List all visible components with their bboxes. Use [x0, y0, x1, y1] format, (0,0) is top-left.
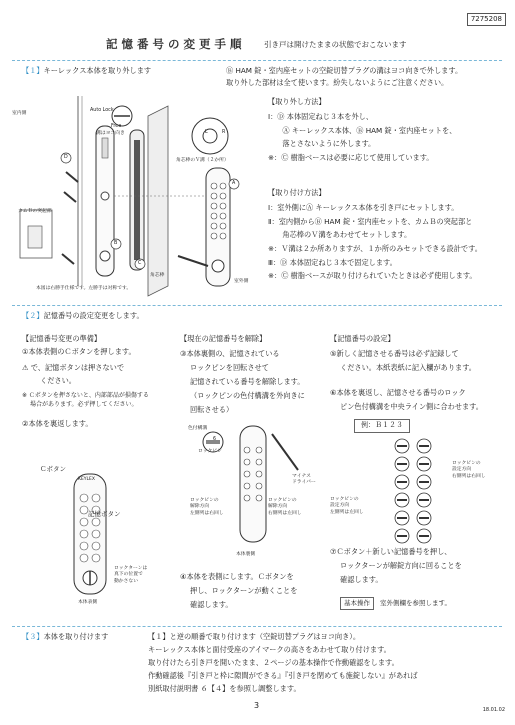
setting-step-5b: ください。本紙表紙に記入欄があります。	[340, 363, 476, 372]
install-method-steps: Ⅰ：室外側にⒶ キーレックス本体を引き戸にセットします。 Ⅱ：室内側からⒷ HAM 錠・室内座セットを、カムＢの突起部と 角芯棒のＶ溝をあわせてセットします。 ※：Ｖ溝は２か所ありますが、１か所のみセットできる設計です。 Ⅲ：Ⓓ 本体固定ねじ３本で固定します。 ※：Ⓒ 樹脂ベースが取り付けられていたときは必ず使用します。	[268, 203, 482, 281]
label-letter-a: A	[232, 181, 236, 186]
example-number-box: 例：Ｂ１２３	[354, 419, 410, 433]
prep-title: 【記憶番号変更の準備】	[22, 334, 102, 343]
body-brand: KEYLEX	[78, 477, 95, 482]
release-step-3c: 記憶されている番号を解除します。	[190, 377, 305, 386]
figure-note-right-hand: 本図は右勝手仕様です。左勝手は対称です。	[36, 286, 132, 291]
section-1-intro-1: Ⓑ HAM 錠・室内座セットの空錠切替プラグの溝はヨコ向きで外します。	[226, 66, 463, 75]
prep-caution-cont: ください。	[40, 376, 76, 385]
label-lock-turn: ロックターンは 真下の位置で 動かさない	[114, 566, 148, 584]
setting-title: 【記憶番号の設定】	[330, 334, 395, 343]
release-step-4b: 押し、ロックターンが動くことを	[190, 586, 298, 595]
divider-2	[12, 626, 502, 627]
label-free: Free	[111, 124, 122, 129]
label-letter-b: B	[114, 241, 118, 246]
label-c-button: Ｃボタン	[40, 465, 66, 473]
label-letter-c: C	[138, 261, 142, 266]
setting-step-6: ⑥本体を裏返し、記憶させる番号のロック	[330, 388, 466, 397]
section-3-body: 【１】と逆の順番で取り付けます（空錠切替プラグはヨコ向き）。 キーレックス本体と面付受座のアイマークの高さをあわせて取り付けます。 取り付けたら引き戸を開いたまま、２ページの基本操作で作動確認をします。 作動確認後『引き戸と枠に隙間ができる』『引き戸を閉めても施錠しない』があれば 別紙取付説明書 ６【４】を参照し調整します。	[148, 632, 418, 693]
remove-method-steps: Ⅰ：Ⓓ 本体固定ねじ３本を外し、 Ⓐ キーレックス本体、Ⓑ HAM 錠・室内座セットを、 落とさないように外します。 ※：Ⓒ 樹脂ベースは必要に応じて使用しています。	[268, 112, 457, 163]
footer-date: 18.01.02	[482, 707, 505, 713]
page-subtitle: 引き戸は開けたままの状態でおこないます	[264, 40, 407, 49]
section-1-intro-2: 取り外した部材は全て使います。紛失しないようにご注意ください。	[226, 78, 449, 87]
label-auto-lock: Auto Lock	[90, 108, 114, 113]
release-step-3e: 回転させる）	[190, 405, 234, 414]
release-step-3: ③本体裏側の、記憶されている	[180, 349, 280, 358]
install-method-title: 【取り付け方法】	[268, 188, 326, 197]
label-set-right: ロックピンの 設定方向 右側列は右回し	[452, 461, 486, 479]
divider-top	[12, 60, 502, 61]
label-l: L	[205, 130, 208, 135]
back-body-figure	[180, 420, 340, 550]
prep-step-2: ②本体を裏返します。	[22, 419, 93, 428]
label-groove-horizontal: 溝はヨコ向き	[96, 131, 125, 136]
release-step-4: ④本体を表側にします。Ｃボタンを	[180, 572, 294, 581]
label-colored-groove: 色付構溝	[188, 426, 208, 431]
label-pin-number: 6	[213, 437, 217, 442]
front-body-figure	[60, 470, 120, 598]
label-release-left: ロックピンの 解除方向 左側列は右回し	[190, 498, 224, 516]
prep-note-2: 場合があります。必ず押してください。	[30, 401, 138, 408]
section-1-heading: 【１】キーレックス本体を取り外します	[22, 66, 152, 75]
label-square-shaft: 角芯棒	[150, 273, 165, 278]
document-number: 7275208	[467, 13, 506, 26]
section-3-heading: 【３】本体を取り付けます	[22, 632, 109, 641]
label-lock-pin: ロックピン	[198, 449, 222, 454]
setting-step-7b: ロックターンが解錠方向に回ることを	[340, 561, 462, 570]
label-memory-button: 記憶ボタン	[88, 510, 121, 518]
section-1-diagram	[18, 86, 266, 298]
remove-method-title: 【取り外し方法】	[268, 97, 326, 106]
prep-step-1: ①本体表側のＣボタンを押します。	[22, 347, 136, 356]
setting-step-6b: ピン色付構溝を中央ライン側に合わせます。	[340, 402, 483, 411]
label-release-right: ロックピンの 解除方向 右側列は左回し	[268, 498, 302, 516]
label-v-groove: 角芯棒のＶ溝（２か所）	[176, 158, 229, 163]
release-title: 【現在の記憶番号を解除】	[180, 334, 267, 343]
label-screwdriver: マイナス ドライバー	[292, 474, 316, 486]
setting-step-5: ⑤新しく記憶させる番号は必ず記録して	[330, 349, 459, 358]
label-indoor: 室内側	[12, 111, 27, 116]
label-outdoor: 室外側	[234, 279, 249, 284]
section-2-heading: 【２】記憶番号の設定変更をします。	[22, 311, 144, 320]
label-letter-d: D	[64, 155, 68, 160]
basic-operation-badge: 基本操作	[340, 597, 374, 610]
release-step-4c: 確認します。	[190, 600, 233, 609]
page-number: 3	[254, 701, 260, 710]
release-step-3b: ロックピンを回転させて	[190, 363, 269, 372]
label-cam-protrusion: カムＢの突起部	[18, 209, 52, 214]
page-title: 記憶番号の変更手順	[106, 37, 246, 51]
label-set-left: ロックピンの 設定方向 左側列は左回し	[330, 497, 364, 515]
divider-1	[12, 305, 502, 306]
release-step-3d: （ロックピンの色付構溝を外向きに	[190, 391, 305, 400]
label-body-front: 本体表側	[78, 600, 98, 605]
setting-step-7c: 確認します。	[340, 575, 383, 584]
label-r: R	[222, 130, 226, 135]
prep-caution: ⚠ で、記憶ボタンは押さないで	[22, 363, 125, 372]
pin-setting-figure	[380, 436, 450, 552]
label-body-back: 本体裏側	[236, 552, 256, 557]
setting-step-7: ⑦Ｃボタン＋新しい記憶番号を押し、	[330, 547, 452, 556]
basic-operation-text: 室外側欄を参照します。	[380, 599, 451, 607]
prep-note-1: ※ Ｃボタンを押さないと、内部部品が損傷する	[22, 392, 149, 399]
